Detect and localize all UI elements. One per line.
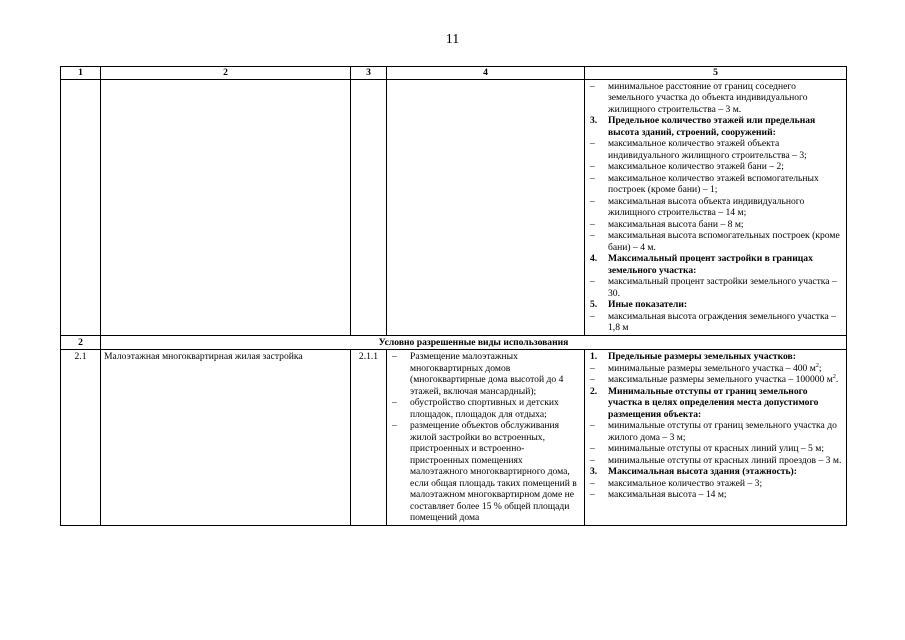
- list-item: – максимальные размеры земельного участка – 100000 $м^2$.: [588, 374, 843, 386]
- header-row: [61, 67, 847, 80]
- cell-parameters: [585, 79, 847, 335]
- parameter-heading: 3. Предельное количество этажей или предельная высота зданий, строений, сооружений:: [590, 115, 816, 138]
- list-item: – минимальные отступы от красных линий улиц – 5 м;: [588, 443, 843, 455]
- page-number: 11: [445, 32, 460, 47]
- cell-empty: [61, 79, 101, 335]
- list-item: – минимальные отступы от красных линий проездов – 3 м.: [588, 455, 843, 467]
- parameter-heading: 5. Иные показатели:: [590, 299, 688, 310]
- list-item: – Размещение малоэтажных многоквартирных домов (многоквартирные дома высотой до 4 этажей, включая мансардный);: [390, 351, 581, 397]
- parameter-heading: 2. Минимальные отступы от границ земельного участка в целях определения места допустимого размещения объекта:: [590, 385, 819, 420]
- parameter-heading: 1. Предельные размеры земельных участков:: [590, 351, 796, 362]
- list-item: – обустройство спортивных и детских площадок, площадок для отдыха;: [390, 397, 581, 420]
- list-item: – максимальное количество этажей вспомогательных построек (кроме бани) – 1;: [588, 173, 843, 196]
- list-item: – максимальная высота бани – 8 м;: [588, 219, 843, 231]
- header-col-1: 1: [61, 67, 101, 80]
- list-item: – минимальное расстояние от границ соседнего земельного участка до объекта индивидуального жилищного строительства – 3 м.: [588, 81, 843, 116]
- use-type-code: 2.1.1: [351, 350, 387, 526]
- table-row: [61, 350, 847, 526]
- header-col-4: 4: [387, 67, 585, 80]
- list-item: – максимальная высота – 14 м;: [588, 489, 843, 501]
- regulations-table: [60, 66, 847, 526]
- row-number: 2.1: [61, 350, 101, 526]
- header-col-5: 5: [585, 67, 847, 80]
- parameter-heading: 3. Максимальная высота здания (этажность):: [590, 466, 797, 477]
- cell-parameters: [585, 350, 847, 526]
- cell-empty: [387, 79, 585, 335]
- list-item: – максимальная высота вспомогательных построек (кроме бани) – 4 м.: [588, 230, 843, 253]
- list-item: – максимальное количество этажей бани – 2;: [588, 161, 843, 173]
- cell-empty: [101, 79, 351, 335]
- list-item: – минимальные размеры земельного участка – 400 $м^2$;: [588, 363, 843, 375]
- section-number: 2: [61, 335, 101, 350]
- use-description: [387, 350, 585, 526]
- use-type-name: Малоэтажная многоквартирная жилая застройка: [101, 350, 351, 526]
- header-col-2: 2: [101, 67, 351, 80]
- list-item: – максимальный процент застройки земельного участка – 30.: [588, 276, 843, 299]
- list-item: – максимальная высота объекта индивидуального жилищного строительства – 14 м;: [588, 196, 843, 219]
- list-item: – минимальные отступы от границ земельного участка до жилого дома – 3 м;: [588, 420, 843, 443]
- list-item: – максимальное количество этажей объекта индивидуального жилищного строительства – 3;: [588, 138, 843, 161]
- header-col-3: 3: [351, 67, 387, 80]
- table-row-continuation: [61, 79, 847, 335]
- parameter-heading: 4. Максимальный процент застройки в границах земельного участка:: [590, 253, 813, 276]
- section-title: Условно разрешенные виды использования: [101, 335, 847, 350]
- list-item: – максимальное количество этажей – 3;: [588, 478, 843, 490]
- list-item: – максимальная высота ограждения земельного участка – 1,8 м: [588, 311, 843, 334]
- cell-empty: [351, 79, 387, 335]
- list-item: – размещение объектов обслуживания жилой застройки во встроенных, пристроенных и встроенно-пристроенных помещениях малоэтажного многоквартирного дома, если общая площадь таких помещений в малоэтажном многоквартирном доме не составляет более 15 % общей площади помещений дома: [390, 420, 581, 524]
- section-row: [61, 335, 847, 350]
